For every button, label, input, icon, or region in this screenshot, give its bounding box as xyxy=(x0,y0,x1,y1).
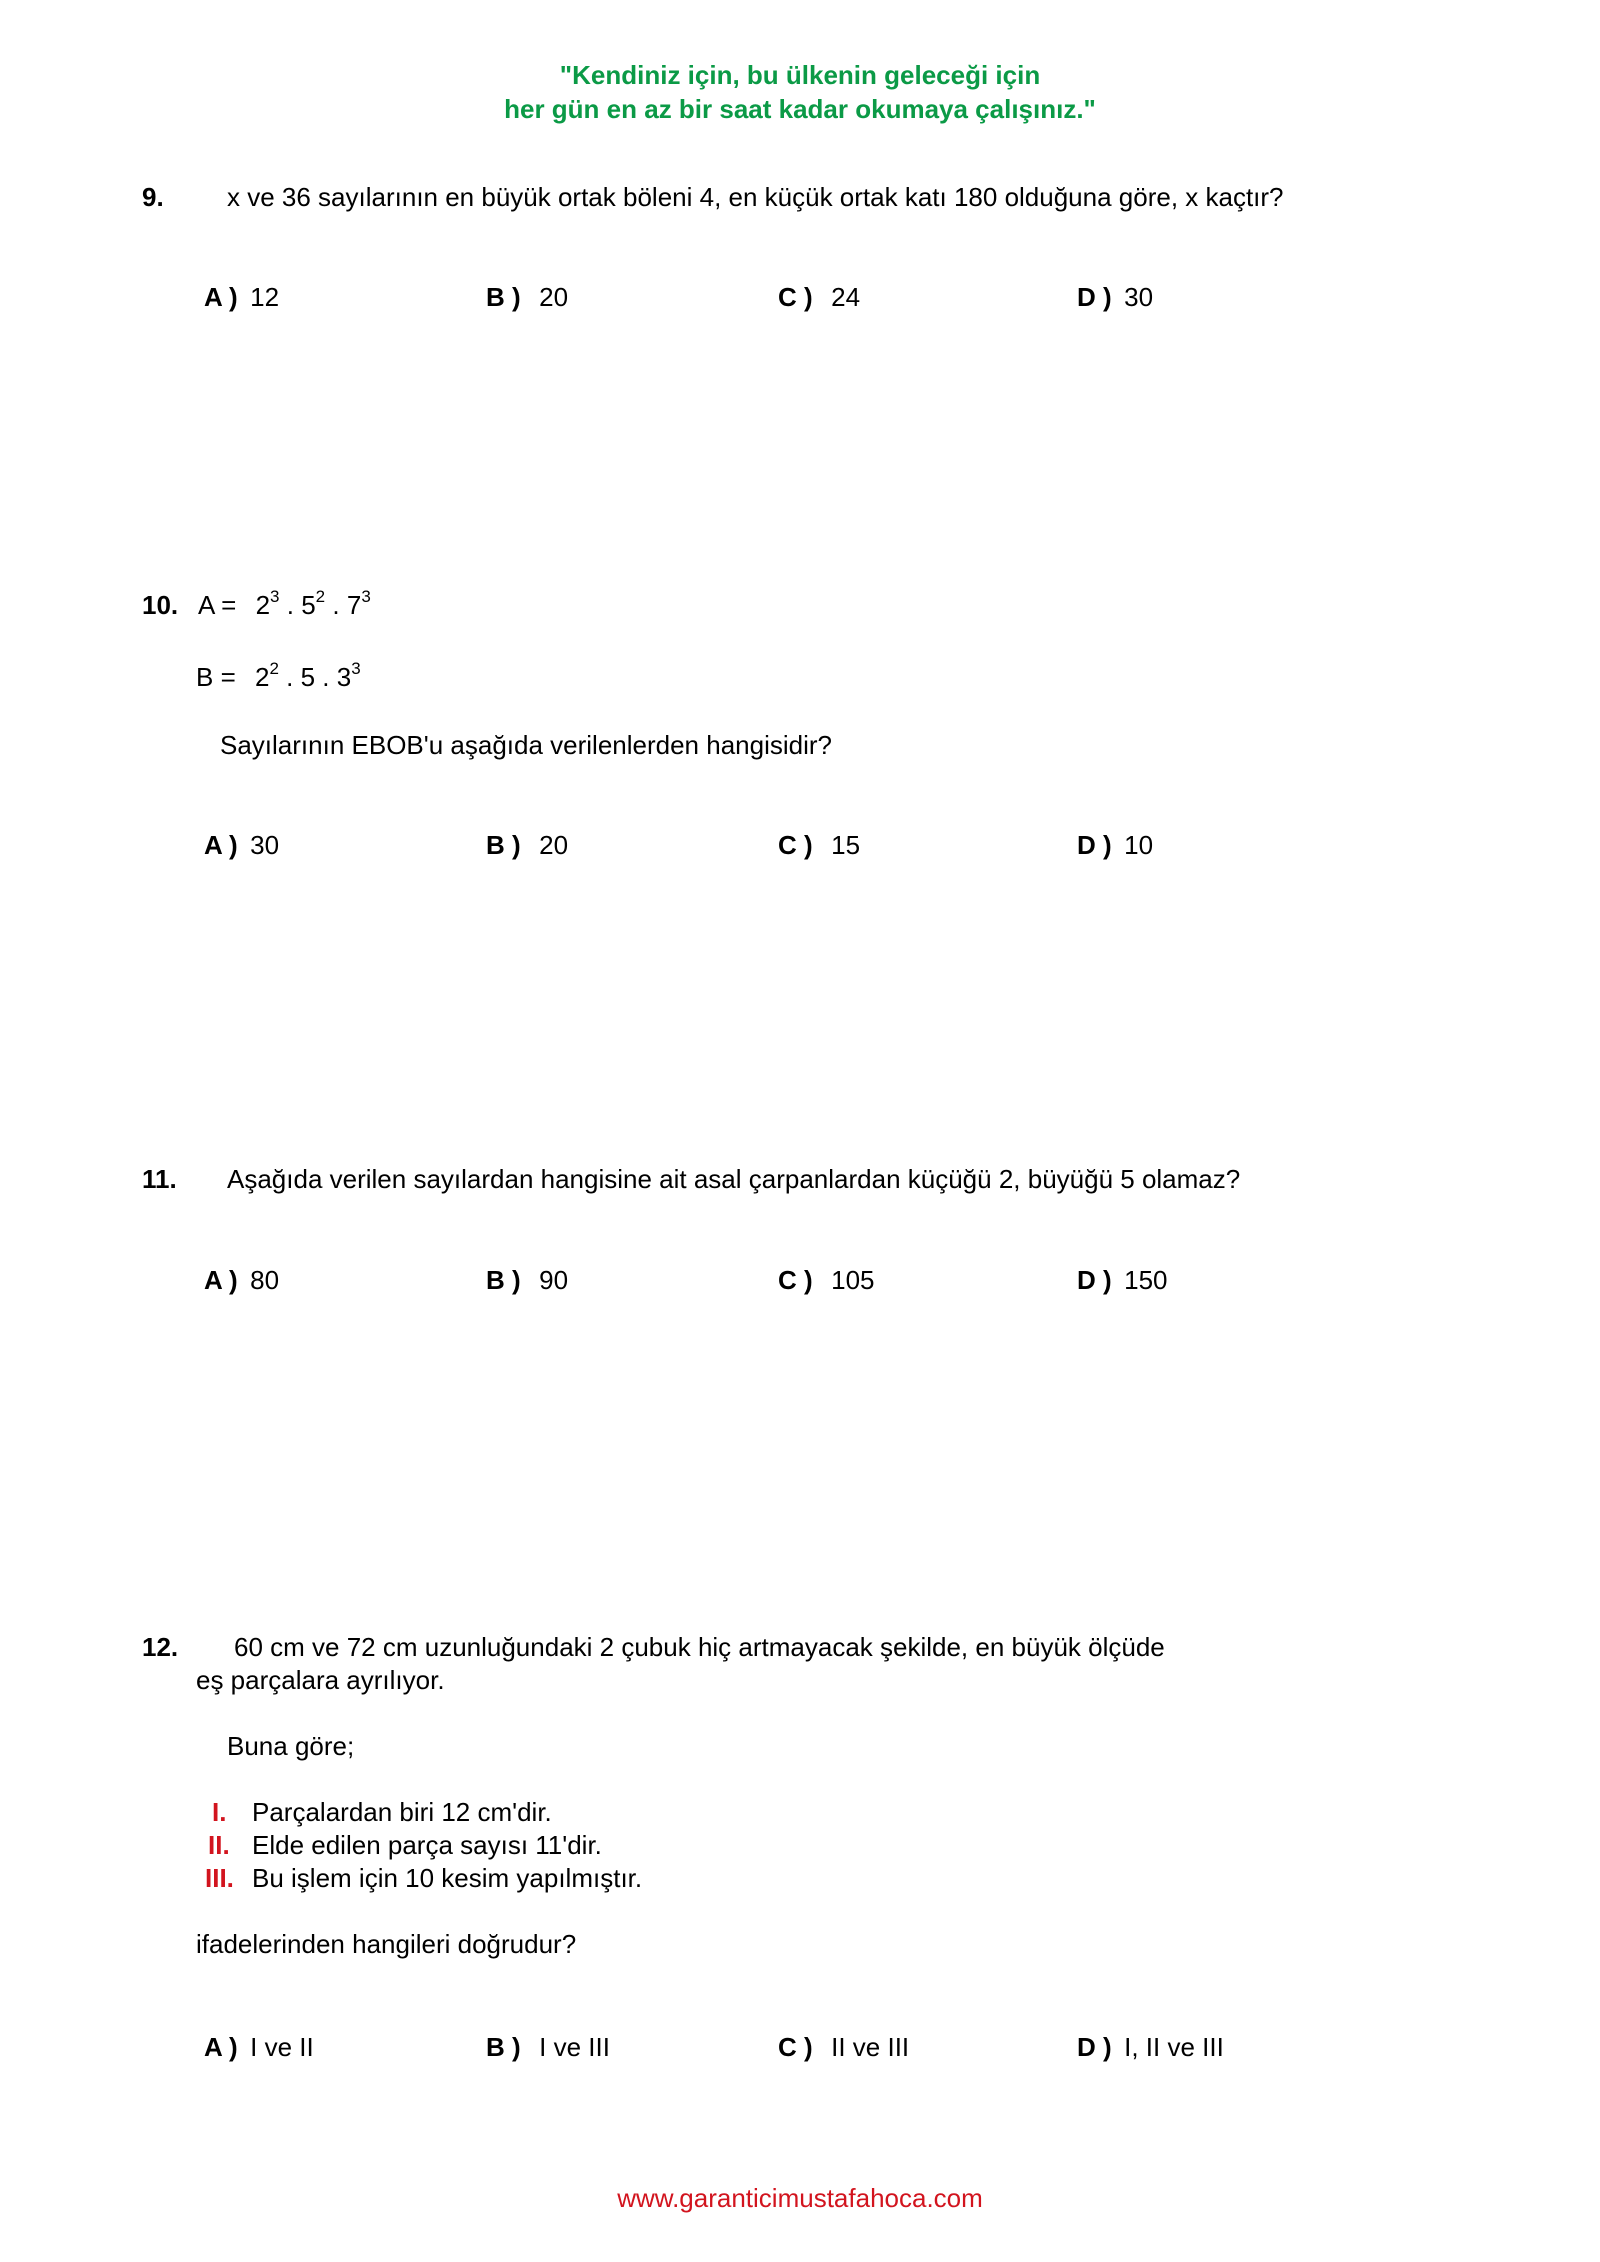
option-d[interactable] xyxy=(1077,830,1153,861)
option-value: 24 xyxy=(831,282,861,312)
option-value: 30 xyxy=(250,830,280,860)
exponent: 3 xyxy=(351,659,361,678)
separator: . xyxy=(286,590,294,620)
option-value: 12 xyxy=(250,282,280,312)
statement-1-text: Parçalardan biri 12 cm'dir. xyxy=(252,1797,552,1827)
option-letter: C ) xyxy=(778,282,813,312)
option-value: I, II ve III xyxy=(1124,2032,1224,2062)
option-d[interactable] xyxy=(1077,282,1153,313)
option-value: 20 xyxy=(539,282,569,312)
expression-label: B = xyxy=(196,662,236,692)
option-a[interactable] xyxy=(204,2032,314,2063)
option-letter: A ) xyxy=(204,2032,238,2062)
exponent: 2 xyxy=(269,659,279,678)
option-letter: B ) xyxy=(486,282,521,312)
exponent: 2 xyxy=(315,587,326,606)
expression-label: A = xyxy=(198,590,237,620)
question-text: Sayılarının EBOB'u aşağıda verilenlerden hangisidir? xyxy=(220,730,832,760)
statement-roman: I. xyxy=(212,1797,227,1827)
option-value: 20 xyxy=(539,830,569,860)
option-b[interactable] xyxy=(486,282,568,313)
statement-2 xyxy=(208,1830,230,1861)
option-value: II ve III xyxy=(831,2032,910,2062)
option-letter: A ) xyxy=(204,1265,238,1295)
option-value: 80 xyxy=(250,1265,280,1295)
option-value: I ve II xyxy=(250,2032,314,2062)
option-a[interactable] xyxy=(204,830,279,861)
statement-roman: II. xyxy=(208,1830,230,1860)
question-number: 10. xyxy=(142,590,179,620)
option-letter: C ) xyxy=(778,2032,813,2062)
exponent: 3 xyxy=(270,587,280,606)
option-value: 105 xyxy=(831,1265,875,1295)
header-quote-line1: "Kendiniz için, bu ülkenin geleceği için xyxy=(559,60,1041,90)
question-text: Aşağıda verilen sayılardan hangisine ait asal çarpanlardan küçüğü 2, büyüğü 5 olamaz? xyxy=(227,1164,1241,1194)
option-letter: C ) xyxy=(778,830,813,860)
option-value: 150 xyxy=(1124,1265,1168,1295)
option-a[interactable] xyxy=(204,1265,279,1296)
option-value: 10 xyxy=(1124,830,1154,860)
option-letter: D ) xyxy=(1077,282,1112,312)
option-d[interactable] xyxy=(1077,2032,1224,2063)
option-b[interactable] xyxy=(486,2032,610,2063)
separator: . 5 . xyxy=(286,662,330,692)
option-letter: D ) xyxy=(1077,2032,1112,2062)
option-letter: B ) xyxy=(486,1265,521,1295)
footer-url-link[interactable]: www.garanticimustafahoca.com xyxy=(617,2183,983,2213)
exponent: 3 xyxy=(361,587,371,606)
option-a[interactable] xyxy=(204,282,279,313)
option-c[interactable] xyxy=(778,282,860,313)
statement-1 xyxy=(212,1797,226,1828)
option-value: 15 xyxy=(831,830,861,860)
expression-b xyxy=(196,659,361,693)
question-number: 9. xyxy=(142,182,164,212)
option-letter: A ) xyxy=(204,830,238,860)
option-c[interactable] xyxy=(778,2032,909,2063)
question-text-line2: eş parçalara ayrılıyor. xyxy=(196,1665,445,1695)
option-c[interactable] xyxy=(778,1265,875,1296)
base: 2 xyxy=(254,662,270,692)
option-d[interactable] xyxy=(1077,1265,1168,1296)
option-b[interactable] xyxy=(486,830,568,861)
option-value: 90 xyxy=(539,1265,569,1295)
question-text: x ve 36 sayılarının en büyük ortak böleni 4, en küçük ortak katı 180 olduğuna göre, x kaçtır? xyxy=(227,182,1284,212)
option-b[interactable] xyxy=(486,1265,568,1296)
question-text-line1: 60 cm ve 72 cm uzunluğundaki 2 çubuk hiç artmayacak şekilde, en büyük ölçüde xyxy=(234,1632,1165,1662)
option-letter: D ) xyxy=(1077,1265,1112,1295)
base: 7 xyxy=(346,590,362,620)
base: 2 xyxy=(255,590,271,620)
option-letter: D ) xyxy=(1077,830,1112,860)
option-letter: B ) xyxy=(486,2032,521,2062)
option-letter: C ) xyxy=(778,1265,813,1295)
statement-3 xyxy=(205,1863,234,1894)
statement-3-text: Bu işlem için 10 kesim yapılmıştır. xyxy=(252,1863,643,1893)
statement-2-text: Elde edilen parça sayısı 11'dir. xyxy=(252,1830,602,1860)
base: 3 xyxy=(336,662,352,692)
option-c[interactable] xyxy=(778,830,860,861)
question-number: 11. xyxy=(142,1164,177,1194)
statement-roman: III. xyxy=(205,1863,234,1893)
question-lead: Buna göre; xyxy=(227,1731,355,1761)
separator: . xyxy=(332,590,340,620)
base: 5 xyxy=(301,590,316,620)
option-letter: B ) xyxy=(486,830,521,860)
question-number: 12. xyxy=(142,1632,179,1662)
option-value: I ve III xyxy=(539,2032,610,2062)
option-value: 30 xyxy=(1124,282,1154,312)
option-letter: A ) xyxy=(204,282,238,312)
header-quote-line2: her gün en az bir saat kadar okumaya çalışınız." xyxy=(504,94,1096,124)
question-prompt: ifadelerinden hangileri doğrudur? xyxy=(196,1929,577,1959)
expression-a xyxy=(198,587,371,621)
